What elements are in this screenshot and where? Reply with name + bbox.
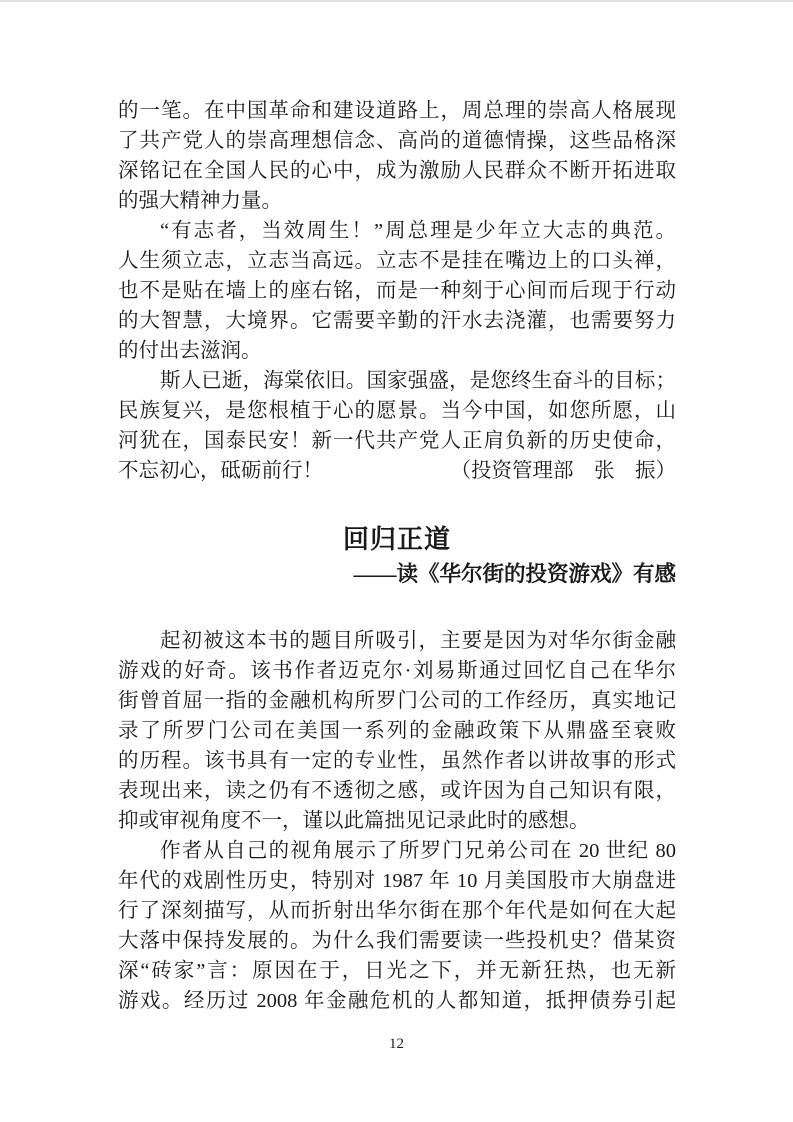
text-line: 的付出去滋润。 [118, 340, 262, 362]
article-title: 回归正道 [342, 525, 451, 554]
text-line: 起初被这本书的题目所吸引，主要是因为对华尔街金融 [160, 630, 676, 652]
paragraph [118, 836, 676, 1016]
paragraph [118, 216, 676, 366]
text-line: 行了深刻描写，从而折射出华尔街在那个年代是如何在大起 [118, 900, 676, 922]
text-line: 深铭记在全国人民的心中，成为激励人民群众不断开拓进取 [118, 160, 676, 182]
text-line: 游戏的好奇。该书作者迈克尔·刘易斯通过回忆自己在华尔 [118, 660, 676, 682]
article-body [118, 626, 676, 1016]
text-line: 抑或审视角度不一，谨以此篇拙见记录此时的感想。 [118, 810, 590, 832]
text-line: 录了所罗门公司在美国一系列的金融政策下从鼎盛至衰败 [118, 720, 676, 742]
text-line: 河犹在，国泰民安！新一代共产党人正肩负新的历史使命， [118, 430, 676, 452]
text-line: 表现出来，读之仍有不透彻之感，或许因为自己知识有限， [118, 780, 676, 802]
text-line: 的历程。该书具有一定的专业性，虽然作者以讲故事的形式 [118, 750, 676, 772]
attribution: （投资管理部 张 振） [450, 460, 676, 482]
text-content [118, 96, 676, 1016]
text-line: 的强大精神力量。 [118, 190, 282, 212]
text-line: “有志者，当效周生！”周总理是少年立大志的典范。 [160, 220, 676, 242]
page-number: 12 [389, 1036, 404, 1052]
paragraph [118, 626, 676, 836]
paragraph [118, 366, 676, 486]
text-line: 斯人已逝，海棠依旧。国家强盛，是您终生奋斗的目标； [160, 370, 676, 392]
text-line: 了共产党人的崇高理想信念、高尚的道德情操，这些品格深 [118, 130, 676, 152]
text-line: 大落中保持发展的。为什么我们需要读一些投机史？借某资 [118, 930, 676, 952]
previous-article-body [118, 96, 676, 486]
text-line: 人生须立志，立志当高远。立志不是挂在嘴边上的口头禅， [118, 250, 676, 272]
text-line: 深“砖家”言：原因在于，日光之下，并无新狂热，也无新 [118, 960, 676, 982]
text-line: 的一笔。在中国革命和建设道路上，周总理的崇高人格展现 [118, 100, 676, 122]
scan-edge-line [0, 0, 793, 2]
article-title-block [118, 522, 676, 592]
text-line: 也不是贴在墙上的座右铭，而是一种刻于心间而后现于行动 [118, 280, 676, 302]
text-line: 游戏。经历过 2008 年金融危机的人都知道，抵押债券引起 [118, 990, 676, 1012]
text-line: 民族复兴，是您根植于心的愿景。当今中国，如您所愿，山 [118, 400, 676, 422]
text-line: 作者从自己的视角展示了所罗门兄弟公司在 20 世纪 80 [160, 840, 676, 862]
paragraph [118, 96, 676, 216]
text-line [118, 456, 676, 486]
text-line: 年代的戏剧性历史，特别对 1987 年 10 月美国股市大崩盘进 [118, 870, 676, 892]
text-line: 街曾首屈一指的金融机构所罗门公司的工作经历，真实地记 [118, 690, 676, 712]
article-subtitle: ——读《华尔街的投资游戏》有感 [353, 562, 676, 586]
text-line: 的大智慧，大境界。它需要辛勤的汗水去浇灌，也需要努力 [118, 310, 676, 332]
line-text: 不忘初心，砥砺前行！ [118, 460, 323, 482]
